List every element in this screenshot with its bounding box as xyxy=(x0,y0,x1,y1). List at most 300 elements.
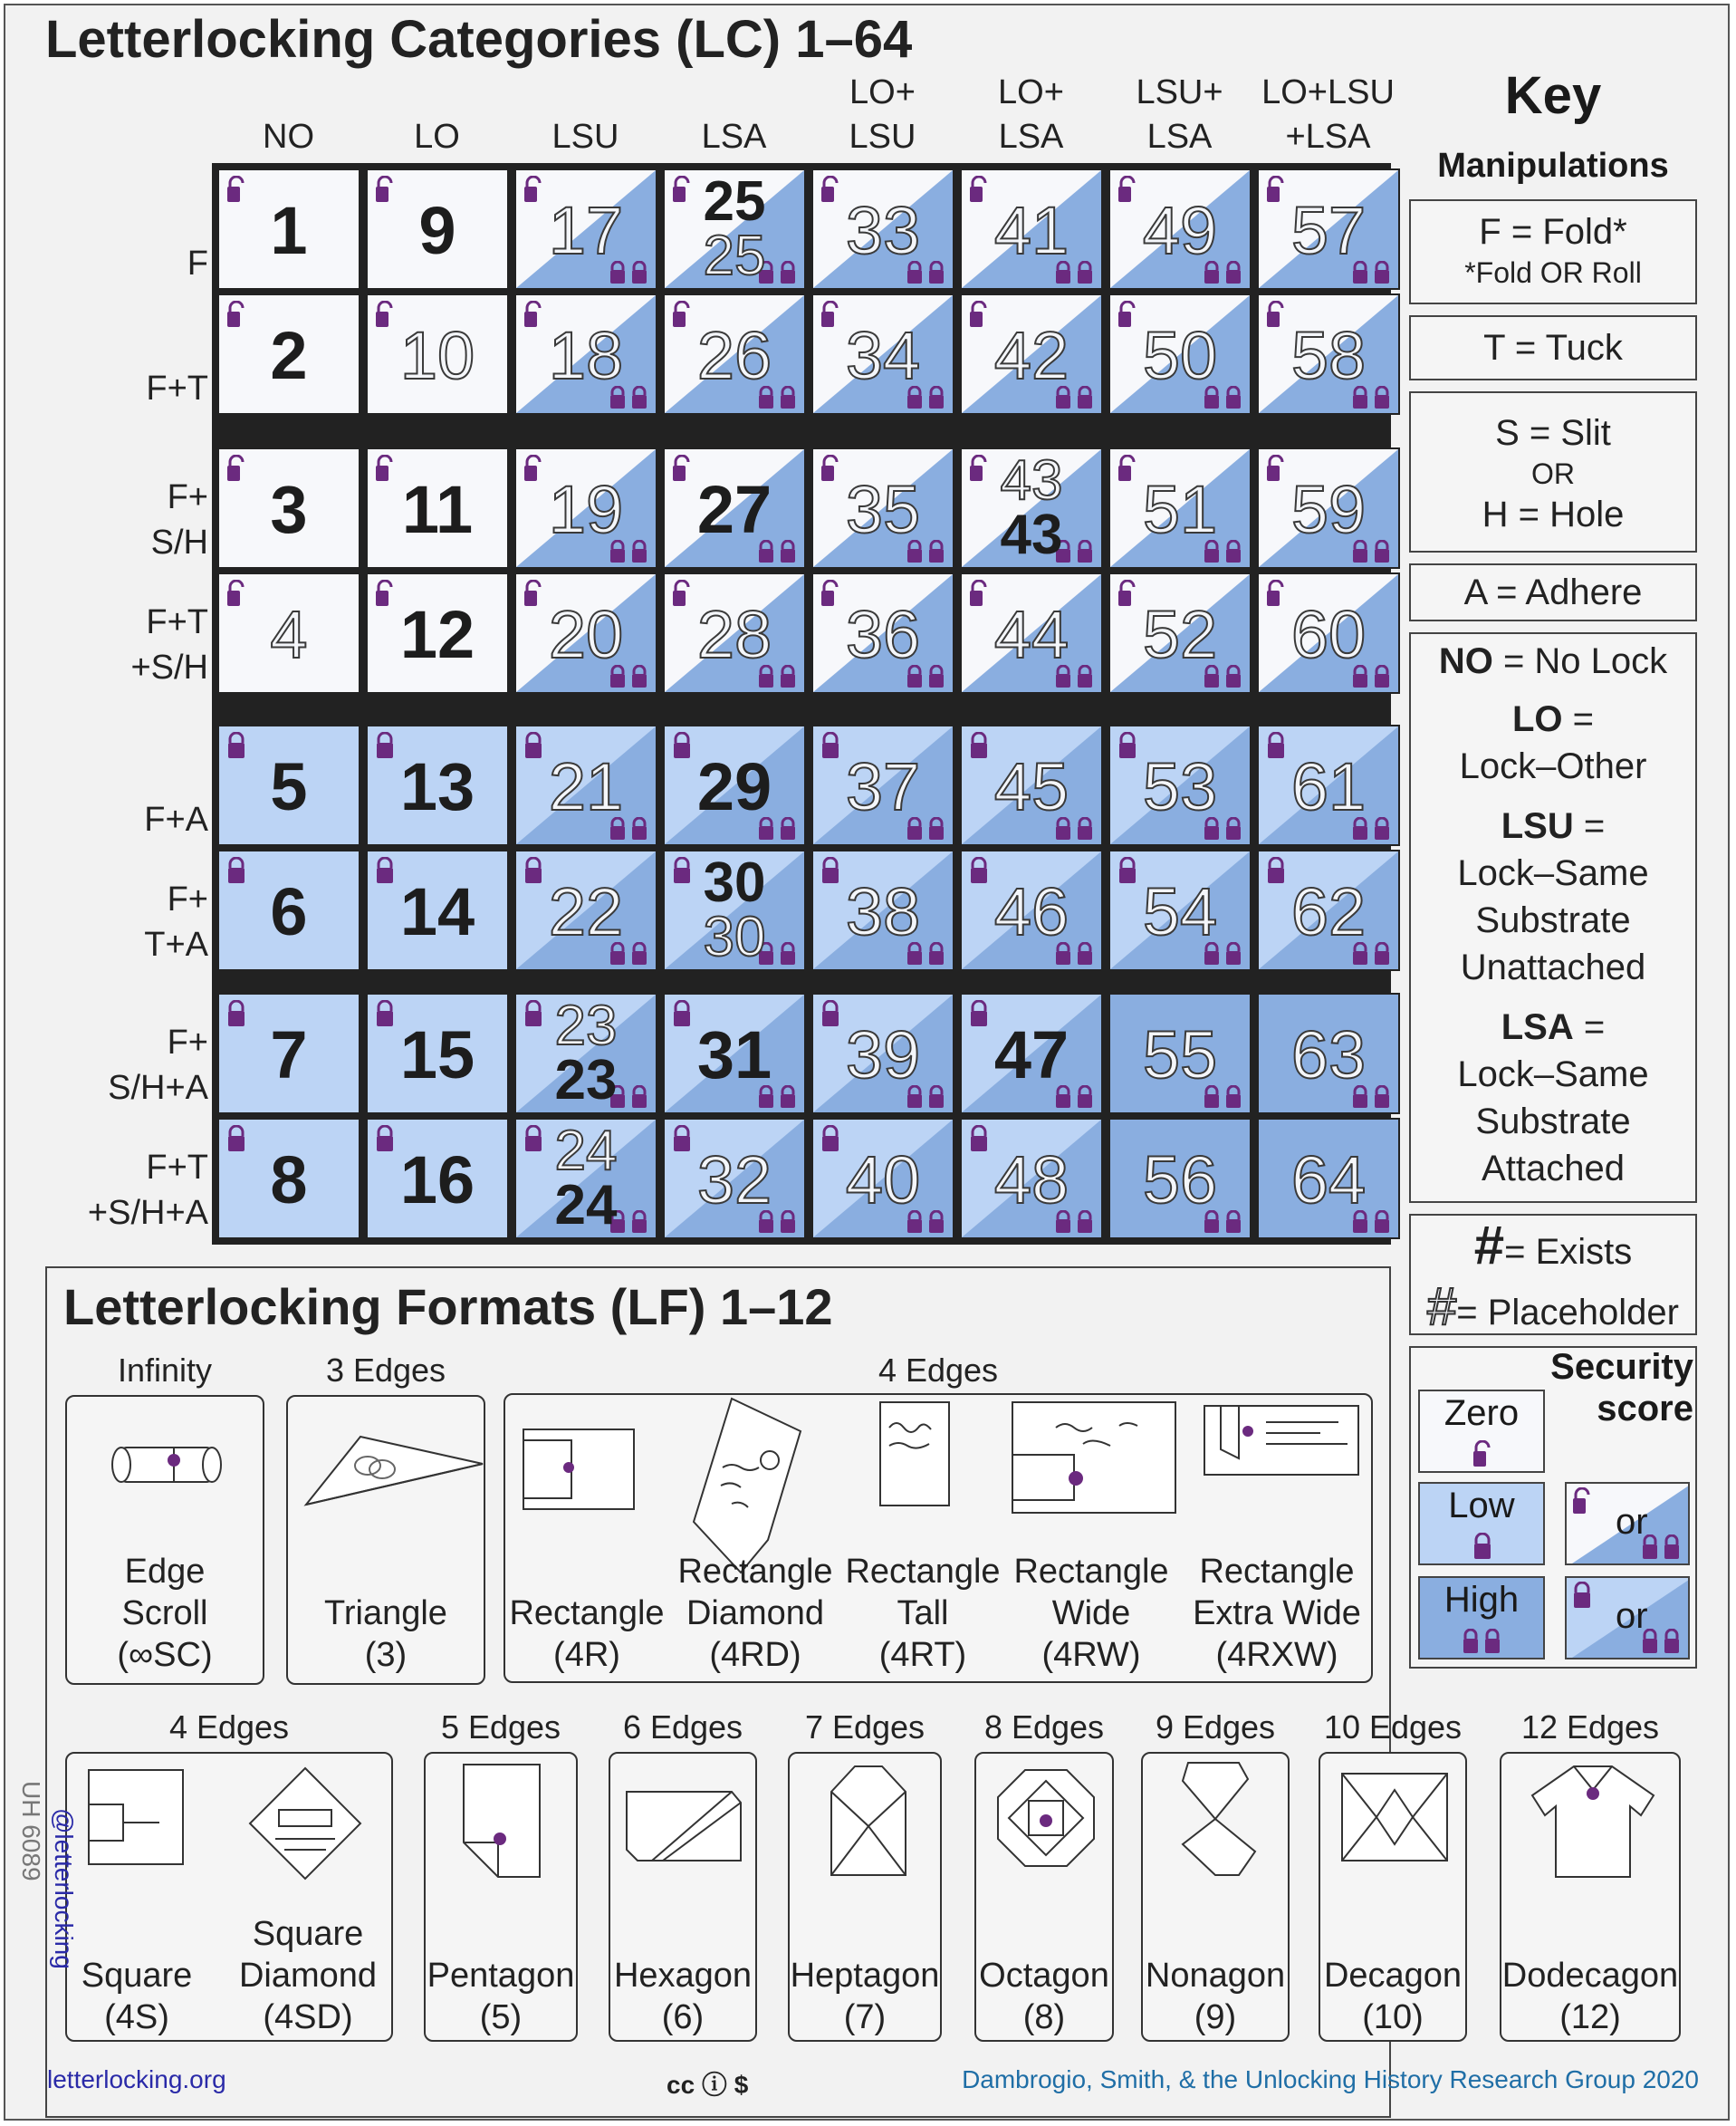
format-label xyxy=(226,1913,389,2038)
category-cell xyxy=(217,1118,360,1239)
row-header-line-1: F+T xyxy=(146,1149,208,1187)
double-lock-icon xyxy=(1641,1629,1683,1654)
key-fold xyxy=(1409,199,1697,304)
format-label xyxy=(1500,1913,1681,2038)
format-label-line-1: Rectangle xyxy=(677,1553,833,1591)
category-number-placeholder: 59 xyxy=(1290,472,1367,547)
category-cell xyxy=(514,993,657,1114)
format-label-line-2: Pentagon xyxy=(427,1957,575,1995)
square-illustration xyxy=(87,1768,187,1868)
row-header-line-2: S/H xyxy=(150,524,208,562)
category-number-placeholder: 19 xyxy=(548,472,624,547)
category-cell xyxy=(217,725,360,846)
key-title: Key xyxy=(1504,66,1602,125)
row-header xyxy=(54,475,208,565)
category-cell xyxy=(960,993,1103,1114)
row-header-line-1 xyxy=(54,196,208,241)
format-label-line-3: (4RT) xyxy=(878,1636,967,1674)
category-number-placeholder: 48 xyxy=(993,1142,1069,1217)
category-cell xyxy=(1257,447,1400,569)
format-label-line-1 xyxy=(1141,1913,1290,1955)
format-label-line-3: (4SD) xyxy=(263,1998,353,2036)
format-label-line-3: (4RXW) xyxy=(1215,1636,1338,1674)
category-number-exists: 12 xyxy=(399,597,475,672)
rectangle-illustration xyxy=(522,1413,639,1513)
format-group-title: 12 Edges xyxy=(1520,1708,1660,1746)
rectangle-diamond-illustration xyxy=(686,1395,804,1576)
or-label: or xyxy=(1616,1502,1648,1542)
category-number-placeholder: 62 xyxy=(1290,874,1367,949)
category-number-placeholder: 51 xyxy=(1142,472,1218,547)
row-header-line-2: S/H+A xyxy=(108,1069,208,1107)
format-label xyxy=(286,1551,485,1676)
category-number-placeholder: 49 xyxy=(1142,193,1218,268)
side-text xyxy=(7,1775,78,2074)
column-header-line-1 xyxy=(214,71,363,115)
key-slit-hole xyxy=(1409,391,1697,553)
categories-title: Letterlocking Categories (LC) 1–64 xyxy=(45,10,913,69)
column-header-line-1 xyxy=(659,71,809,115)
column-header-line-2: LSA xyxy=(701,118,767,156)
format-label xyxy=(788,1913,942,2038)
category-number-exists: 23 xyxy=(554,1049,618,1111)
format-label-line-3: (8) xyxy=(1022,1998,1066,2036)
double-lock-icon xyxy=(1641,1534,1683,1560)
format-label xyxy=(65,1551,264,1676)
security-low xyxy=(1418,1482,1545,1565)
format-group-title: 6 Edges xyxy=(622,1708,743,1746)
category-number-placeholder: 43 xyxy=(1000,449,1063,512)
category-number-placeholder: 57 xyxy=(1290,193,1367,268)
category-number-exists: 24 xyxy=(554,1174,618,1236)
row-header-line-2: T+A xyxy=(144,926,208,964)
lsa-def-1: Lock–Same xyxy=(1457,1054,1649,1094)
category-cell xyxy=(1257,850,1400,971)
category-cell xyxy=(663,293,806,415)
format-label-line-1 xyxy=(788,1913,942,1955)
category-number-placeholder: 54 xyxy=(1142,874,1218,949)
category-cell xyxy=(960,1118,1103,1239)
placeholder-symbol: # xyxy=(1427,1277,1457,1336)
format-label-line-3: (9) xyxy=(1194,1998,1237,2036)
security-high xyxy=(1418,1576,1545,1659)
format-group-title: 10 Edges xyxy=(1323,1708,1463,1746)
format-group-title: 5 Edges xyxy=(440,1708,561,1746)
category-number-placeholder: 42 xyxy=(993,318,1069,393)
category-number-placeholder: 25 xyxy=(703,225,766,287)
heptagon-illustration xyxy=(828,1763,909,1881)
category-number-placeholder: 44 xyxy=(993,597,1069,672)
category-number-placeholder: 23 xyxy=(554,995,618,1057)
category-cell xyxy=(514,850,657,971)
exists-text: = Exists xyxy=(1504,1232,1633,1272)
category-number-placeholder: 20 xyxy=(548,597,624,672)
key-lock-types xyxy=(1409,632,1697,1203)
placeholder-text: = Placeholder xyxy=(1456,1293,1679,1332)
lo-abbr: LO xyxy=(1511,699,1563,739)
slit-def: S = Slit xyxy=(1495,413,1611,453)
category-number-placeholder: 35 xyxy=(845,472,921,547)
lsa-def-2: Substrate xyxy=(1475,1101,1631,1141)
lsa-abbr: LSA xyxy=(1501,1007,1574,1047)
format-label-line-1 xyxy=(505,1551,668,1592)
slit-or: OR xyxy=(1531,457,1575,490)
category-cell xyxy=(663,572,806,694)
format-label-line-2: Extra Wide xyxy=(1193,1594,1361,1632)
category-cell xyxy=(1257,725,1400,846)
security-title-2: score xyxy=(1597,1389,1693,1429)
category-cell xyxy=(1257,572,1400,694)
triangle-illustration xyxy=(297,1419,487,1518)
key-tuck xyxy=(1409,315,1697,380)
key-adhere xyxy=(1409,563,1697,621)
column-header-line-2: LSU xyxy=(849,118,916,156)
category-number-placeholder: 4 xyxy=(270,597,308,672)
lsu-def-1: Lock–Same xyxy=(1457,853,1649,893)
low-label: Low xyxy=(1448,1486,1515,1525)
format-label-line-2: Scroll xyxy=(121,1594,208,1632)
row-header xyxy=(54,196,208,286)
format-label-line-1 xyxy=(1319,1913,1467,1955)
category-number-placeholder: 17 xyxy=(548,193,624,268)
format-label-line-3: (4RD) xyxy=(709,1636,801,1674)
category-number-placeholder: 22 xyxy=(548,874,624,949)
octagon-illustration xyxy=(996,1768,1096,1868)
category-number-exists: 29 xyxy=(696,749,772,824)
category-number-exists: 31 xyxy=(696,1017,772,1092)
category-cell xyxy=(366,447,509,569)
column-header xyxy=(1105,71,1254,159)
column-header xyxy=(362,71,512,159)
format-label-line-2: Tall xyxy=(897,1594,949,1632)
category-cell xyxy=(1257,168,1400,290)
category-cell xyxy=(366,168,509,290)
category-cell xyxy=(1108,293,1252,415)
category-cell xyxy=(366,850,509,971)
scroll-illustration xyxy=(103,1433,230,1496)
lsu-eq: = xyxy=(1573,806,1606,846)
column-header-line-1 xyxy=(362,71,512,115)
category-cell xyxy=(811,725,954,846)
format-group-title: 4 Edges xyxy=(168,1708,290,1746)
high-label: High xyxy=(1443,1580,1520,1620)
category-cell xyxy=(217,293,360,415)
locked-icon xyxy=(1572,1582,1592,1609)
format-label-line-2: Square xyxy=(81,1957,193,1995)
format-label-line-1 xyxy=(69,1913,205,1955)
column-header xyxy=(808,71,957,159)
category-number-exists: 14 xyxy=(399,874,475,949)
category-number-exists: 11 xyxy=(401,472,474,547)
category-cell xyxy=(514,293,657,415)
category-cell xyxy=(663,447,806,569)
category-cell xyxy=(217,993,360,1114)
dodecagon-illustration xyxy=(1529,1763,1657,1881)
column-header-line-1: LO+ xyxy=(849,73,916,111)
category-number-placeholder: 30 xyxy=(703,906,766,968)
row-header xyxy=(54,752,208,842)
format-label-line-3: (12) xyxy=(1559,1998,1621,2036)
category-number-placeholder: 45 xyxy=(993,749,1069,824)
format-label-line-1 xyxy=(286,1551,485,1592)
category-cell xyxy=(514,168,657,290)
category-number-placeholder: 18 xyxy=(548,318,624,393)
lsu-def-2: Substrate xyxy=(1475,900,1631,940)
double-lock-icon xyxy=(1462,1629,1503,1654)
category-number-placeholder: 32 xyxy=(696,1142,772,1217)
category-number-placeholder: 37 xyxy=(845,749,921,824)
category-number-placeholder: 55 xyxy=(1142,1017,1218,1092)
format-label-line-3: (4RW) xyxy=(1041,1636,1141,1674)
format-label-line-3: (4S) xyxy=(104,1998,169,2036)
category-cell xyxy=(663,1118,806,1239)
format-label-line-1: Square xyxy=(252,1915,364,1953)
column-header-line-2: LSA xyxy=(998,118,1064,156)
exists-symbol: # xyxy=(1473,1215,1505,1275)
category-number-placeholder: 34 xyxy=(845,318,921,393)
category-number-placeholder: 60 xyxy=(1290,597,1367,672)
category-cell xyxy=(1257,293,1400,415)
row-header-line-1 xyxy=(54,321,208,366)
column-header xyxy=(511,71,660,159)
nonagon-illustration xyxy=(1175,1761,1262,1877)
locked-icon xyxy=(1472,1533,1492,1560)
category-number-exists: 7 xyxy=(270,1017,308,1092)
category-cell xyxy=(217,850,360,971)
format-label-line-2: Hexagon xyxy=(613,1957,753,1995)
column-header-line-2: LO xyxy=(414,118,460,156)
format-label-line-3: (4R) xyxy=(553,1636,620,1674)
column-header-line-2: NO xyxy=(263,118,314,156)
row-header-line-2: F+A xyxy=(144,801,208,839)
column-header-line-1: LSU+ xyxy=(1136,73,1223,111)
row-header xyxy=(54,321,208,411)
format-label xyxy=(1141,1913,1290,2038)
format-label-line-2: Triangle xyxy=(324,1594,447,1632)
manipulations-title: Manipulations xyxy=(1437,147,1669,185)
column-header-line-2: LSA xyxy=(1146,118,1213,156)
format-group-title: 7 Edges xyxy=(804,1708,926,1746)
category-number-placeholder: 64 xyxy=(1290,1142,1367,1217)
category-number-exists: 2 xyxy=(270,318,308,393)
category-number-exists: 25 xyxy=(703,170,766,233)
category-cell xyxy=(960,850,1103,971)
category-cell xyxy=(514,447,657,569)
format-label xyxy=(1005,1551,1177,1676)
format-label xyxy=(672,1551,839,1676)
category-number-exists: 43 xyxy=(1000,504,1063,566)
format-label-line-3: (10) xyxy=(1362,1998,1424,2036)
category-number-exists: 30 xyxy=(703,851,766,914)
row-header-line-2: +S/H+A xyxy=(87,1194,208,1232)
category-cell xyxy=(960,725,1103,846)
category-cell xyxy=(1108,725,1252,846)
row-header-line-1 xyxy=(54,752,208,797)
fold-def: F = Fold* xyxy=(1479,212,1627,252)
formats-title: Letterlocking Formats (LF) 1–12 xyxy=(63,1278,833,1335)
security-low-alt xyxy=(1565,1482,1690,1565)
format-label-line-1: Rectangle xyxy=(1199,1553,1355,1591)
category-number-exists: 47 xyxy=(993,1017,1069,1092)
format-label-line-3: (3) xyxy=(364,1636,408,1674)
format-group-title: 8 Edges xyxy=(983,1708,1105,1746)
format-label-line-2: Octagon xyxy=(979,1957,1109,1995)
category-cell xyxy=(217,447,360,569)
category-cell xyxy=(811,850,954,971)
category-number-placeholder: 10 xyxy=(399,318,475,393)
category-number-placeholder: 50 xyxy=(1142,318,1218,393)
category-number-exists: 1 xyxy=(270,193,308,268)
square-diamond-illustration xyxy=(248,1766,362,1881)
format-label xyxy=(1186,1551,1367,1676)
pentagon-illustration xyxy=(462,1763,543,1881)
format-label-line-2: Diamond xyxy=(686,1594,825,1632)
row-header-line-1: F+ xyxy=(167,1024,208,1062)
category-cell xyxy=(1108,447,1252,569)
lo-def: Lock–Other xyxy=(1459,746,1647,786)
license-icon: cc ⓘ $ xyxy=(667,2071,749,2099)
category-number-exists: 13 xyxy=(399,749,475,824)
format-label-line-3: (5) xyxy=(479,1998,523,2036)
format-label-line-1 xyxy=(609,1913,757,1955)
category-number-exists: 5 xyxy=(270,749,308,824)
category-cell xyxy=(960,447,1103,569)
fold-note: *Fold OR Roll xyxy=(1464,256,1642,289)
category-cell xyxy=(1108,993,1252,1114)
group-infinity: Infinity xyxy=(117,1352,213,1389)
category-cell xyxy=(811,168,954,290)
category-number-placeholder: 36 xyxy=(845,597,921,672)
format-label-line-1: Edge xyxy=(124,1553,206,1591)
category-number-exists: 27 xyxy=(696,472,772,547)
category-cell xyxy=(663,993,806,1114)
unlocked-icon xyxy=(1572,1487,1592,1515)
format-label-line-3: (∞SC) xyxy=(117,1636,213,1674)
format-label-line-1: Rectangle xyxy=(845,1553,1001,1591)
rectangle-wide-illustration xyxy=(1011,1400,1179,1518)
row-header-line-1: F+ xyxy=(167,478,208,516)
security-zero xyxy=(1418,1390,1545,1473)
row-header xyxy=(54,1020,208,1111)
category-number-exists: 9 xyxy=(418,193,456,268)
category-cell xyxy=(811,447,954,569)
category-number-placeholder: 38 xyxy=(845,874,921,949)
hexagon-illustration xyxy=(625,1790,744,1864)
row-header-line-1: F+T xyxy=(146,603,208,641)
format-label xyxy=(505,1551,668,1676)
lsa-def-3: Attached xyxy=(1482,1149,1625,1188)
row-header xyxy=(54,1145,208,1236)
rectangle-tall-illustration xyxy=(878,1400,953,1509)
format-group-title: 9 Edges xyxy=(1155,1708,1276,1746)
no-def: = No Lock xyxy=(1492,641,1668,681)
category-cell xyxy=(1257,993,1400,1114)
format-label-line-1 xyxy=(1500,1913,1681,1955)
format-label-line-2: Heptagon xyxy=(790,1957,940,1995)
lsu-abbr: LSU xyxy=(1501,806,1574,846)
category-cell xyxy=(1108,850,1252,971)
footer-site-link[interactable]: letterlocking.org xyxy=(47,2065,226,2093)
category-cell xyxy=(663,850,806,971)
category-cell xyxy=(514,725,657,846)
category-cell xyxy=(217,572,360,694)
column-header xyxy=(956,71,1106,159)
format-label-line-2: Rectangle xyxy=(509,1594,665,1632)
security-high-alt xyxy=(1565,1576,1690,1659)
category-cell xyxy=(960,293,1103,415)
zero-label: Zero xyxy=(1443,1393,1520,1433)
category-number-exists: 6 xyxy=(270,874,308,949)
security-title-1: Security xyxy=(1550,1347,1693,1387)
category-cell xyxy=(366,993,509,1114)
category-number-placeholder: 46 xyxy=(993,874,1069,949)
format-label-line-2: Nonagon xyxy=(1145,1957,1286,1995)
format-label-line-3: (7) xyxy=(843,1998,887,2036)
row-header xyxy=(54,600,208,690)
format-label-line-2: Diamond xyxy=(238,1957,378,1995)
category-cell xyxy=(663,168,806,290)
hole-def: H = Hole xyxy=(1482,495,1625,534)
column-header-line-2: +LSA xyxy=(1285,118,1371,156)
category-number-placeholder: 28 xyxy=(696,597,772,672)
side-code: UH 6089 xyxy=(17,1781,45,1881)
category-cell xyxy=(514,1118,657,1239)
category-number-exists: 3 xyxy=(270,472,308,547)
category-number-exists: 8 xyxy=(270,1142,308,1217)
category-number-placeholder: 53 xyxy=(1142,749,1218,824)
format-label xyxy=(609,1913,757,2038)
category-number-placeholder: 56 xyxy=(1142,1142,1218,1217)
group-3-edges: 3 Edges xyxy=(325,1352,446,1389)
category-number-placeholder: 40 xyxy=(845,1142,921,1217)
format-label-line-2: Decagon xyxy=(1323,1957,1463,1995)
category-cell xyxy=(811,572,954,694)
column-header-line-1: LO+ xyxy=(998,73,1064,111)
lsu-def-3: Unattached xyxy=(1460,948,1646,987)
category-cell xyxy=(663,725,806,846)
row-header-line-1: F+ xyxy=(167,880,208,919)
category-number-exists: 16 xyxy=(399,1142,475,1217)
category-cell xyxy=(811,993,954,1114)
format-label-line-1 xyxy=(974,1913,1114,1955)
side-handle: @letterlocking xyxy=(50,1808,78,1969)
lo-eq: = xyxy=(1562,699,1595,739)
format-label xyxy=(424,1913,578,2038)
category-cell xyxy=(1108,572,1252,694)
row-header-line-2: +S/H xyxy=(130,649,208,687)
category-cell xyxy=(1257,1118,1400,1239)
format-label-line-1 xyxy=(424,1913,578,1955)
column-header-line-1 xyxy=(511,71,660,115)
category-cell xyxy=(366,572,509,694)
category-cell xyxy=(366,725,509,846)
category-cell xyxy=(366,1118,509,1239)
format-label-line-1: Rectangle xyxy=(1013,1553,1169,1591)
category-cell xyxy=(217,168,360,290)
rectangle-extra-wide-illustration xyxy=(1203,1404,1362,1478)
tuck-def: T = Tuck xyxy=(1483,328,1623,368)
footer-credit: Dambrogio, Smith, & the Unlocking History Research Group 2020 xyxy=(962,2065,1699,2093)
unlocked-icon xyxy=(1472,1440,1492,1467)
category-cell xyxy=(811,1118,954,1239)
or-label: or xyxy=(1616,1596,1648,1636)
row-header xyxy=(54,877,208,967)
format-label-line-3: (6) xyxy=(661,1998,705,2036)
category-cell xyxy=(1108,1118,1252,1239)
column-header-line-2: LSU xyxy=(551,118,619,156)
category-number-exists: 15 xyxy=(399,1017,475,1092)
category-number-placeholder: 26 xyxy=(696,318,772,393)
